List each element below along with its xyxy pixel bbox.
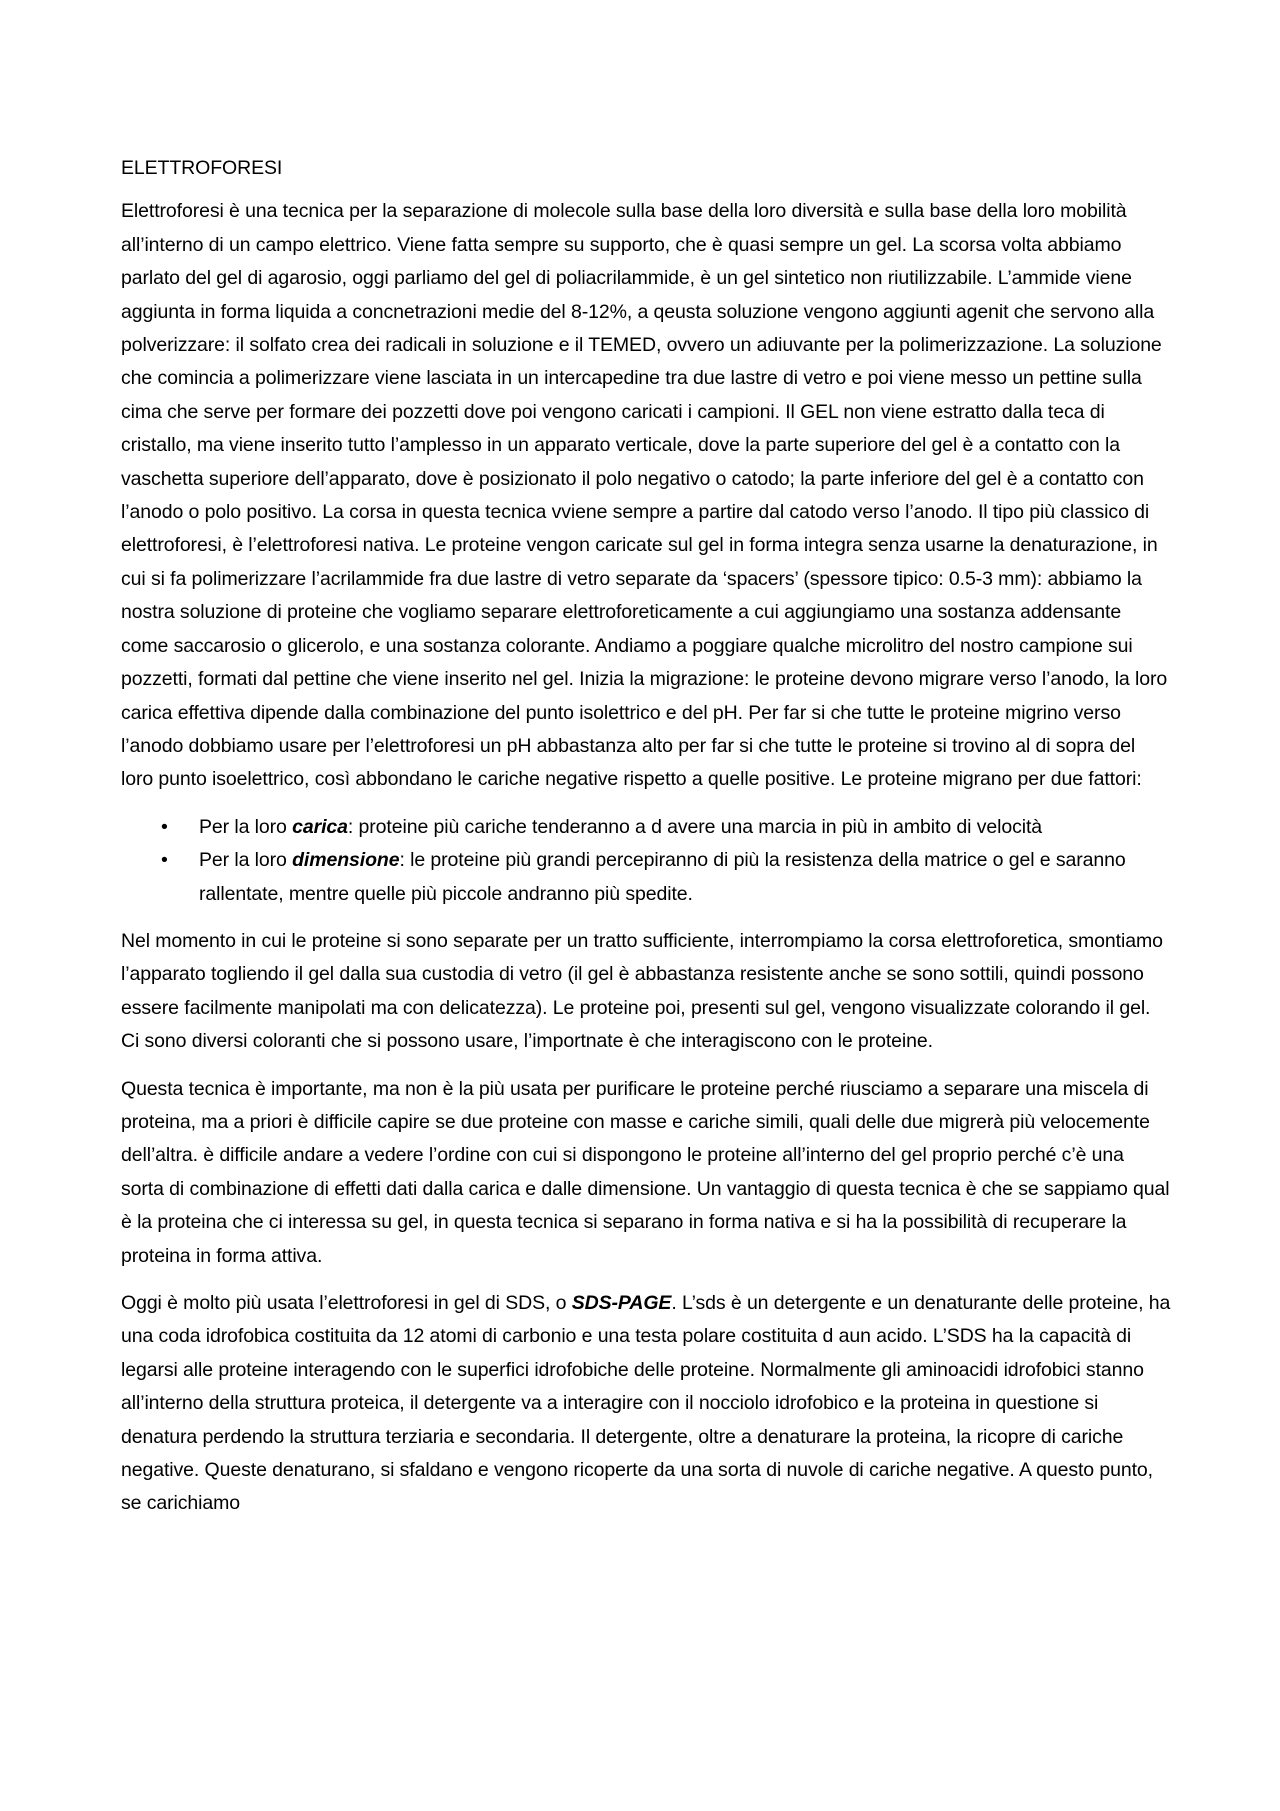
sds-text-after: . L’sds è un detergente e un denaturante delle proteine, ha una coda idrofobica costituita da 12 atomi di carbonio e una testa polare costituita d aun acido. L’SDS ha la capacità di legarsi alle proteine interagendo con le superfici idrofobiche delle proteine. Normalmente gli aminoacidi idrofobici stanno all’interno della struttura proteica, il detergente va a interagire con il nocciolo idrofobico e la proteina in questione si denatura perdendo la struttura terziaria e secondaria. Il detergente, oltre a denaturare la proteina, la ricopre di cariche negative. Queste denaturano, si sfaldano e vengono ricoperte da una sorta di nuvole di cariche negative. A questo punto, se carichiamo <box>121 1292 1171 1515</box>
list-item-prefix: Per la loro <box>199 849 293 872</box>
list-item-term: dimensione <box>292 849 400 872</box>
sds-text-before: Oggi è molto più usata l’elettroforesi in gel di SDS, o <box>121 1292 572 1314</box>
list-item-prefix: Per la loro <box>199 815 293 838</box>
paragraph-native-limits: Questa tecnica è importante, ma non è la più usata per purificare le proteine perché riusciamo a separare una miscela di proteina, ma a priori è difficile capire se due proteine con masse e cariche simili, quali delle due migrerà più velocemente dell’altra. è difficile andare a vedere l’ordine con cui si dispongono le proteine all’interno del gel proprio perché c’è una sorta di combinazione di effetti dati dalla carica e dalle dimensione. Un vantaggio di questa tecnica è che se sappiamo qual è la proteina che ci interessa su gel, in questa tecnica si separano in forma nativa e si ha la possibilità di recuperare la proteina in forma attiva. <box>121 1077 1170 1267</box>
list-item-text: : proteine più cariche tenderanno a d avere una marcia in più in ambito di velocità <box>347 815 1043 838</box>
list-item-size <box>121 844 1171 911</box>
list-item-text: : le proteine più grandi percepiranno di più la resistenza della matrice o gel e saranno rallentate, mentre quelle più piccole andranno più spedite. <box>199 849 1126 905</box>
list-item-term: carica <box>292 815 348 838</box>
document-page <box>121 152 1171 1535</box>
document-title: ELETTROFORESI <box>121 157 283 179</box>
paragraph-intro: Elettroforesi è una tecnica per la separazione di molecole sulla base della loro diversità e sulla base della loro mobilità all’interno di un campo elettrico. Viene fatta sempre su supporto, che è quasi sempre un gel. La scorsa volta abbiamo parlato del gel di agarosio, oggi parliamo del gel di poliacrilammide, è un gel sintetico non riutilizzabile. L’ammide viene aggiunta in forma liquida a concnetrazioni medie del 8-12%, a qeusta soluzione vengono aggiunti agenit che servono alla polverizzare: il solfato crea dei radicali in soluzione e il TEMED, ovvero un adiuvante per la polimerizzazione. La soluzione che comincia a polimerizzare viene lasciata in un intercapedine tra due lastre di vetro e poi viene messo un pettine sulla cima che serve per formare dei pozzetti dove poi vengono caricati i campioni. Il GEL non viene estratto dalla teca di cristallo, ma viene inserito tutto l’amplesso in un apparato verticale, dove la parte superiore del gel è a contatto con la vaschetta superiore dell’apparato, dove è posizionato il polo negativo o catodo; la parte inferiore del gel è a contatto con l’anodo o polo positivo. La corsa in questa tecnica vviene sempre a partire dal catodo verso l’anodo. Il tipo più classico di elettroforesi, è l’elettroforesi nativa. Le proteine vengon caricate sul gel in forma integra senza usarne la denaturazione, in cui si fa polimerizzare l’acrilammide fra due lastre di vetro separate da ‘spacers’ (spessore tipico: 0.5-3 mm): abbiamo la nostra soluzione di proteine che vogliamo separare elettroforeticamente a cui aggiungiamo una sostanza addensante come saccarosio o glicerolo, e una sostanza colorante. Andiamo a poggiare qualche microlitro del nostro campione sui pozzetti, formati dal pettine che viene inserito nel gel. Inizia la migrazione: le proteine devono migrare verso l’anodo, la loro carica effettiva dipende dalla combinazione del punto isolettrico e del pH. Per far si che tutte le proteine migrino verso l’anodo dobbiamo usare per l’elettroforesi un pH abbastanza alto per far si che tutte le proteine si trovino al di sopra del loro punto isoelettrico, così abbondano le cariche negative rispetto a quelle positive. Le proteine migrano per due fattori: <box>121 200 1168 791</box>
paragraph-gel-staining: Nel momento in cui le proteine si sono separate per un tratto sufficiente, interrompiamo la corsa elettroforetica, smontiamo l’apparato togliendo il gel dalla sua custodia di vetro (il gel è abbastanza resistente anche se sono sottili, quindi possono essere facilmente manipolati ma con delicatezza). Le proteine poi, presenti sul gel, vengono visualizzate colorando il gel. Ci sono diversi coloranti che si possono usare, l’importnate è che interagiscono con le proteine. <box>121 929 1163 1053</box>
paragraph-sds-page <box>121 1287 1171 1521</box>
bullet-icon: • <box>161 849 168 872</box>
factors-list <box>121 811 1171 911</box>
list-item-charge <box>121 811 1171 844</box>
bullet-icon: • <box>161 815 168 838</box>
sds-term: SDS-PAGE <box>571 1292 672 1314</box>
